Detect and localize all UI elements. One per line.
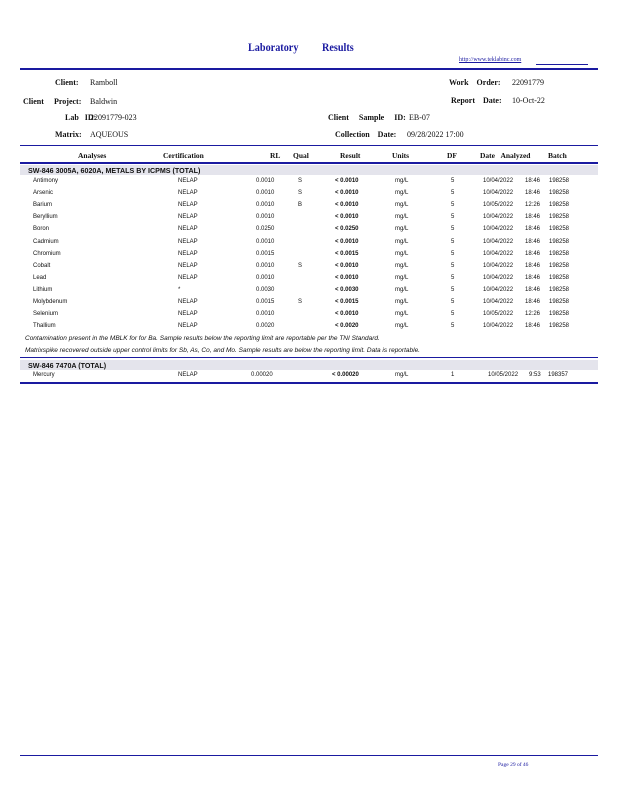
url-underline (536, 64, 588, 65)
time-cell: 18:46 (525, 250, 541, 257)
batch-cell: 198258 (549, 299, 570, 305)
col-qual: Qual (293, 151, 309, 160)
qual-cell: S (298, 178, 303, 184)
batch-cell: 198258 (549, 250, 570, 257)
df-cell: 5 (451, 262, 455, 269)
report-title-laboratory: Laboratory (248, 40, 299, 54)
table-row (0, 200, 618, 212)
report-title-results: Results (322, 40, 354, 54)
analyte-name: Mercury (33, 372, 55, 378)
table-row (0, 370, 618, 382)
units-cell: mg/L (395, 274, 409, 281)
lab-id-value: 22091779-023 (90, 113, 137, 122)
table-row (0, 261, 618, 273)
df-cell: 5 (451, 311, 455, 318)
result-cell: < 0.0010 (335, 238, 359, 245)
rl-cell: 0.0015 (256, 250, 275, 257)
analyte-name: Cadmium (33, 238, 59, 245)
footer-rule (20, 755, 598, 756)
df-cell: 5 (451, 286, 455, 293)
matrix-label: Matrix: (55, 130, 82, 139)
certification-cell: NELAP (178, 311, 198, 318)
df-cell: 5 (451, 178, 455, 184)
project-value: Baldwin (90, 97, 118, 106)
date-cell: 10/04/2022 (483, 178, 514, 184)
certification-cell: NELAP (178, 299, 198, 305)
page-number: Page 29 of 46 (498, 762, 529, 768)
header-top-rule (20, 68, 598, 70)
units-cell: mg/L (395, 372, 409, 378)
client-value: Ramboll (90, 78, 118, 87)
df-cell: 5 (451, 250, 455, 257)
rl-cell: 0.0010 (256, 214, 275, 221)
certification-cell: NELAP (178, 202, 198, 209)
date-cell: 10/04/2022 (483, 274, 514, 281)
analyte-name: Boron (33, 226, 50, 233)
result-cell: < 0.0010 (335, 214, 359, 221)
batch-cell: 198258 (549, 214, 570, 221)
time-cell: 12:26 (525, 311, 541, 318)
table-row (0, 297, 618, 309)
table-row (0, 249, 618, 261)
collection-date-value: 09/28/2022 17:00 (407, 130, 464, 139)
report-date-label: Report Date: (451, 96, 502, 105)
analyte-name: Barium (33, 202, 53, 209)
units-cell: mg/L (395, 178, 409, 184)
units-cell: mg/L (395, 190, 409, 197)
result-cell: < 0.0010 (335, 190, 359, 197)
certification-cell: NELAP (178, 323, 198, 330)
columns-rule (20, 162, 598, 164)
units-cell: mg/L (395, 323, 409, 330)
result-cell: < 0.0020 (335, 323, 359, 330)
units-cell: mg/L (395, 214, 409, 221)
time-cell: 18:46 (525, 286, 541, 293)
qual-cell: B (298, 202, 303, 209)
batch-cell: 198258 (549, 286, 570, 293)
df-cell: 5 (451, 226, 455, 233)
date-cell: 10/04/2022 (483, 323, 514, 330)
certification-cell: NELAP (178, 238, 198, 245)
df-cell: 1 (451, 372, 455, 378)
date-cell: 10/04/2022 (483, 286, 514, 293)
lab-id-label: Lab ID: (65, 113, 97, 122)
note-contamination: Contamination present in the MBLK for for Ba. Sample results below the reporting limit are reportable per the TNI Standard. (25, 335, 380, 342)
time-cell: 18:46 (525, 178, 541, 184)
certification-cell: * (178, 286, 181, 293)
client-label: Client: (55, 78, 79, 87)
col-batch: Batch (548, 151, 567, 160)
table-row (0, 188, 618, 200)
batch-cell: 198357 (548, 372, 569, 378)
col-units: Units (392, 151, 410, 160)
result-cell: < 0.0010 (335, 262, 359, 269)
work-order-label: Work Order: (449, 78, 501, 87)
rl-cell: 0.0010 (256, 311, 275, 318)
date-cell: 10/05/2022 (483, 202, 514, 209)
rl-cell: 0.0030 (256, 286, 275, 293)
result-cell: < 0.00020 (332, 372, 359, 378)
analyte-name: Lead (33, 274, 47, 281)
section-header-metals (20, 165, 598, 175)
time-cell: 18:46 (525, 226, 541, 233)
time-cell: 18:46 (525, 238, 541, 245)
analyte-name: Lithium (33, 286, 53, 293)
result-cell: < 0.0010 (335, 202, 359, 209)
units-cell: mg/L (395, 202, 409, 209)
project-prefix: Client (23, 97, 44, 106)
certification-cell: NELAP (178, 178, 198, 184)
date-cell: 10/04/2022 (483, 226, 514, 233)
col-result: Result (340, 151, 361, 160)
result-cell: < 0.0010 (335, 311, 359, 318)
analyte-name: Cobalt (33, 262, 51, 269)
table-row (0, 176, 618, 188)
time-cell: 18:46 (525, 299, 541, 305)
date-cell: 10/04/2022 (483, 190, 514, 197)
batch-cell: 198258 (549, 190, 570, 197)
time-cell: 18:46 (525, 190, 541, 197)
rl-cell: 0.00020 (251, 372, 273, 378)
table-row (0, 224, 618, 236)
batch-cell: 198258 (549, 323, 570, 330)
df-cell: 5 (451, 274, 455, 281)
units-cell: mg/L (395, 238, 409, 245)
units-cell: mg/L (395, 262, 409, 269)
batch-cell: 198258 (549, 238, 570, 245)
rl-cell: 0.0010 (256, 262, 275, 269)
col-certification: Certification (163, 151, 204, 160)
units-cell: mg/L (395, 299, 409, 305)
analyte-name: Beryllium (33, 214, 58, 221)
time-cell: 18:46 (525, 274, 541, 281)
certification-cell: NELAP (178, 250, 198, 257)
batch-cell: 198258 (549, 262, 570, 269)
analyte-name: Selenium (33, 311, 59, 318)
time-cell: 18:46 (525, 262, 541, 269)
batch-cell: 198258 (549, 274, 570, 281)
df-cell: 5 (451, 323, 455, 330)
time-cell: 18:46 (525, 323, 541, 330)
analyte-name: Molybdenum (33, 299, 68, 305)
section-title-mercury: SW-846 7470A (TOTAL) (28, 361, 107, 370)
result-cell: < 0.0015 (335, 299, 359, 305)
matrix-value: AQUEOUS (90, 130, 129, 139)
rl-cell: 0.0250 (256, 226, 275, 233)
table-row (0, 237, 618, 249)
qual-cell: S (298, 299, 303, 305)
time-cell: 12:26 (525, 202, 541, 209)
certification-cell: NELAP (178, 372, 198, 378)
df-cell: 5 (451, 238, 455, 245)
batch-cell: 198258 (549, 178, 570, 184)
table-row (0, 212, 618, 224)
analyte-name: Chromium (33, 250, 61, 257)
certification-cell: NELAP (178, 226, 198, 233)
report-date-value: 10-Oct-22 (512, 96, 545, 105)
col-df: DF (447, 151, 457, 160)
rl-cell: 0.0010 (256, 190, 275, 197)
date-cell: 10/05/2022 (483, 311, 514, 318)
result-cell: < 0.0010 (335, 274, 359, 281)
col-rl: RL (270, 151, 281, 160)
rl-cell: 0.0010 (256, 202, 275, 209)
table-row (0, 285, 618, 297)
client-sample-id-label: Client Sample ID: (328, 113, 406, 122)
units-cell: mg/L (395, 286, 409, 293)
date-cell: 10/05/2022 (488, 372, 519, 378)
rl-cell: 0.0010 (256, 178, 275, 184)
units-cell: mg/L (395, 250, 409, 257)
date-cell: 10/04/2022 (483, 299, 514, 305)
rl-cell: 0.0010 (256, 274, 275, 281)
date-cell: 10/04/2022 (483, 250, 514, 257)
section2-bottom-rule (20, 382, 598, 384)
certification-cell: NELAP (178, 262, 198, 269)
batch-cell: 198258 (549, 226, 570, 233)
rl-cell: 0.0020 (256, 323, 275, 330)
time-cell: 9:53 (529, 372, 541, 378)
qual-cell: S (298, 262, 303, 269)
analyte-name: Arsenic (33, 190, 54, 197)
section-title-metals: SW-846 3005A, 6020A, METALS BY ICPMS (TOTAL) (28, 166, 201, 175)
df-cell: 5 (451, 190, 455, 197)
date-cell: 10/04/2022 (483, 214, 514, 221)
result-cell: < 0.0015 (335, 250, 359, 257)
header-bottom-rule (20, 145, 598, 146)
analyte-name: Thallium (33, 323, 56, 330)
rl-cell: 0.0015 (256, 299, 275, 305)
result-cell: < 0.0030 (335, 286, 359, 293)
section-header-mercury (20, 360, 598, 370)
project-label: Project: (54, 97, 82, 106)
col-analyses: Analyses (78, 151, 107, 160)
collection-date-label: Collection Date: (335, 130, 397, 139)
df-cell: 5 (451, 202, 455, 209)
note-matrixspike: Matrixspike recovered outside upper control limits for Sb, As, Co, and Mo. Sample results are below the reporting limit. Data is reportable. (25, 347, 420, 354)
rl-cell: 0.0010 (256, 238, 275, 245)
client-sample-id-value: EB-07 (409, 113, 430, 122)
time-cell: 18:46 (525, 214, 541, 221)
result-cell: < 0.0250 (335, 226, 359, 233)
certification-cell: NELAP (178, 190, 198, 197)
result-cell: < 0.0010 (335, 178, 359, 184)
table-row (0, 321, 618, 333)
work-order-value: 22091779 (512, 78, 544, 87)
col-date-analyzed: Date Analyzed (480, 151, 531, 160)
certification-cell: NELAP (178, 214, 198, 221)
units-cell: mg/L (395, 311, 409, 318)
table-row (0, 273, 618, 285)
qual-cell: S (298, 190, 303, 197)
section1-bottom-rule (20, 357, 598, 358)
df-cell: 5 (451, 214, 455, 221)
units-cell: mg/L (395, 226, 409, 233)
certification-cell: NELAP (178, 274, 198, 281)
analyte-name: Antimony (33, 178, 59, 184)
df-cell: 5 (451, 299, 455, 305)
table-row (0, 309, 618, 321)
date-cell: 10/04/2022 (483, 238, 514, 245)
date-cell: 10/04/2022 (483, 262, 514, 269)
batch-cell: 198258 (549, 311, 570, 318)
lab-website-link[interactable]: http://www.teklabinc.com (459, 57, 522, 63)
batch-cell: 198258 (549, 202, 570, 209)
